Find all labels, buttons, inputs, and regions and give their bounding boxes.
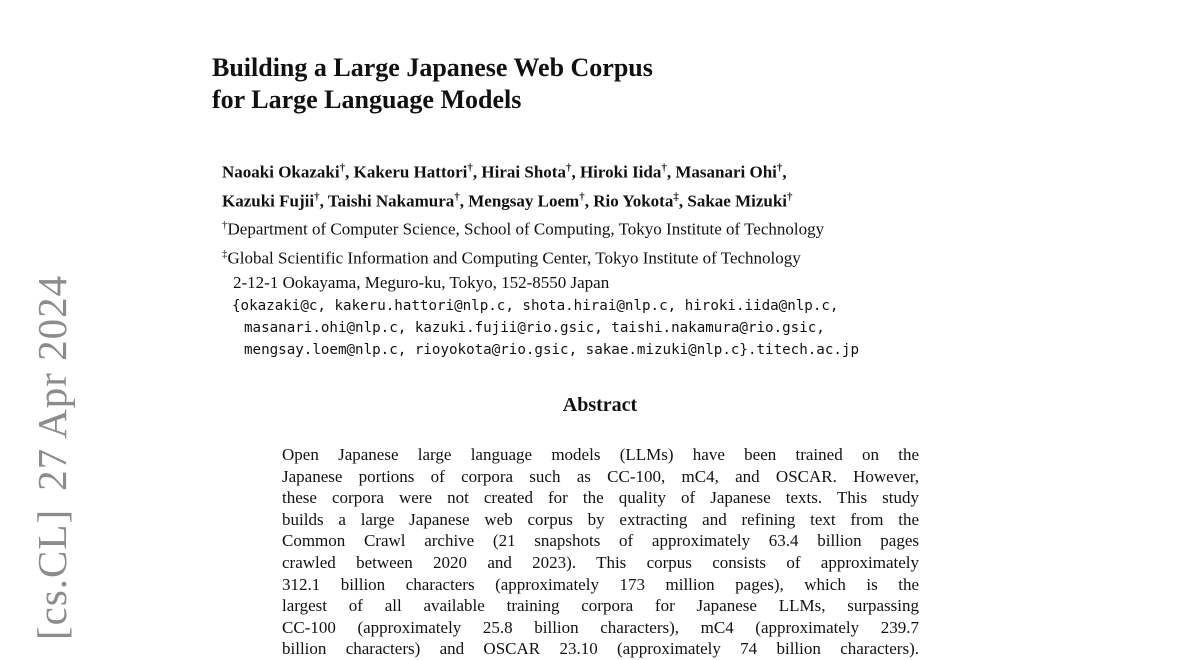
email-line: masanari.ohi@nlp.c, kazuki.fujii@rio.gsic, taishi.nakamura@rio.gsic,	[244, 319, 825, 336]
author-name: Mengsay Loem	[468, 191, 580, 211]
author-line-1: Naoaki Okazaki†, Kakeru Hattori†, Hirai Shota†, Hiroki Iida†, Masanari Ohi†,	[222, 162, 787, 182]
author-name: Masanari Ohi	[675, 162, 777, 182]
affiliation-mark: †	[467, 162, 473, 174]
affiliation-mark: †	[339, 162, 346, 174]
affiliation-mark: †	[454, 190, 460, 203]
abstract-line: largest of all available training corpora for Japanese LLMs, surpassing	[282, 596, 919, 616]
affiliation-mark: †	[579, 190, 585, 203]
author-name: Taishi Nakamura	[327, 191, 455, 211]
abstract-line: these corpora were not created for the quality of Japanese texts. This study	[282, 488, 919, 508]
arxiv-date: 27 Apr 2024	[29, 274, 75, 491]
title-line: for Large Language Models	[212, 85, 522, 114]
affiliation-mark: †	[787, 190, 793, 203]
author-name: Sakae Mizuki	[687, 191, 788, 211]
abstract-line: Open Japanese large language models (LLMs) have been trained on the	[282, 445, 919, 464]
arxiv-category: [cs.CL]	[29, 508, 75, 640]
email-line: {okazaki@c, kakeru.hattori@nlp.c, shota.hirai@nlp.c, hiroki.iida@nlp.c,	[232, 297, 839, 314]
title-line: Building a Large Japanese Web Corpus	[212, 53, 653, 82]
abstract-body	[282, 444, 919, 660]
affiliation-text: Department of Computer Science, School of Computing, Tokyo Institute of Technology	[227, 219, 825, 239]
affiliation-mark: †	[776, 162, 783, 174]
arxiv-stamp	[28, 275, 76, 640]
author-name: Hirai Shota	[481, 162, 566, 182]
affiliation-mark: †	[314, 190, 320, 203]
affiliation-mark: ‡	[222, 247, 228, 260]
affiliation-mark: ‡	[673, 190, 679, 203]
abstract-line: billion characters) and OSCAR 23.10 (approximately 74 billion characters).	[282, 639, 919, 659]
abstract-line: CC-100 (approximately 25.8 billion characters), mC4 (approximately 239.7	[282, 617, 919, 637]
postal-address: 2-12-1 Ookayama, Meguro-ku, Tokyo, 152-8550 Japan	[233, 272, 610, 292]
author-line-2: Kazuki Fujii†, Taishi Nakamura†, Mengsay Loem†, Rio Yokota‡, Sakae Mizuki†	[222, 190, 793, 211]
abstract-line: 312.1 billion characters (approximately 173 million pages), which is the	[282, 574, 919, 594]
abstract-line: builds a large Japanese web corpus by extracting and refining text from the	[282, 509, 919, 529]
paper-title	[212, 52, 653, 116]
author-name: Naoaki Okazaki	[222, 162, 340, 182]
affiliation-1	[222, 213, 859, 242]
email-line: mengsay.loem@nlp.c, rioyokota@rio.gsic, sakae.mizuki@nlp.c}.titech.ac.jp	[244, 341, 859, 358]
email-block	[222, 295, 859, 361]
abstract-heading	[0, 394, 1200, 417]
affiliation-text: Global Scientific Information and Computing Center, Tokyo Institute of Technology	[227, 248, 801, 268]
abstract-heading-text: Abstract	[562, 394, 638, 416]
author-name: Hiroki Iida	[579, 162, 662, 182]
author-name: Kazuki Fujii	[222, 191, 315, 211]
affiliation-mark: †	[565, 162, 572, 174]
affiliation-mark: †	[222, 219, 228, 232]
affiliation-2	[222, 242, 859, 271]
abstract-line: Japanese portions of corpora such as CC-100, mC4, and OSCAR. However,	[282, 466, 919, 486]
affiliation-mark: †	[661, 162, 667, 174]
author-block	[222, 156, 859, 361]
author-name: Rio Yokota	[593, 191, 674, 211]
author-name: Kakeru Hattori	[353, 162, 468, 182]
abstract-line: crawled between 2020 and 2023). This corpus consists of approximately	[282, 552, 919, 572]
abstract-line: Common Crawl archive (21 snapshots of approximately 63.4 billion pages	[282, 531, 919, 551]
